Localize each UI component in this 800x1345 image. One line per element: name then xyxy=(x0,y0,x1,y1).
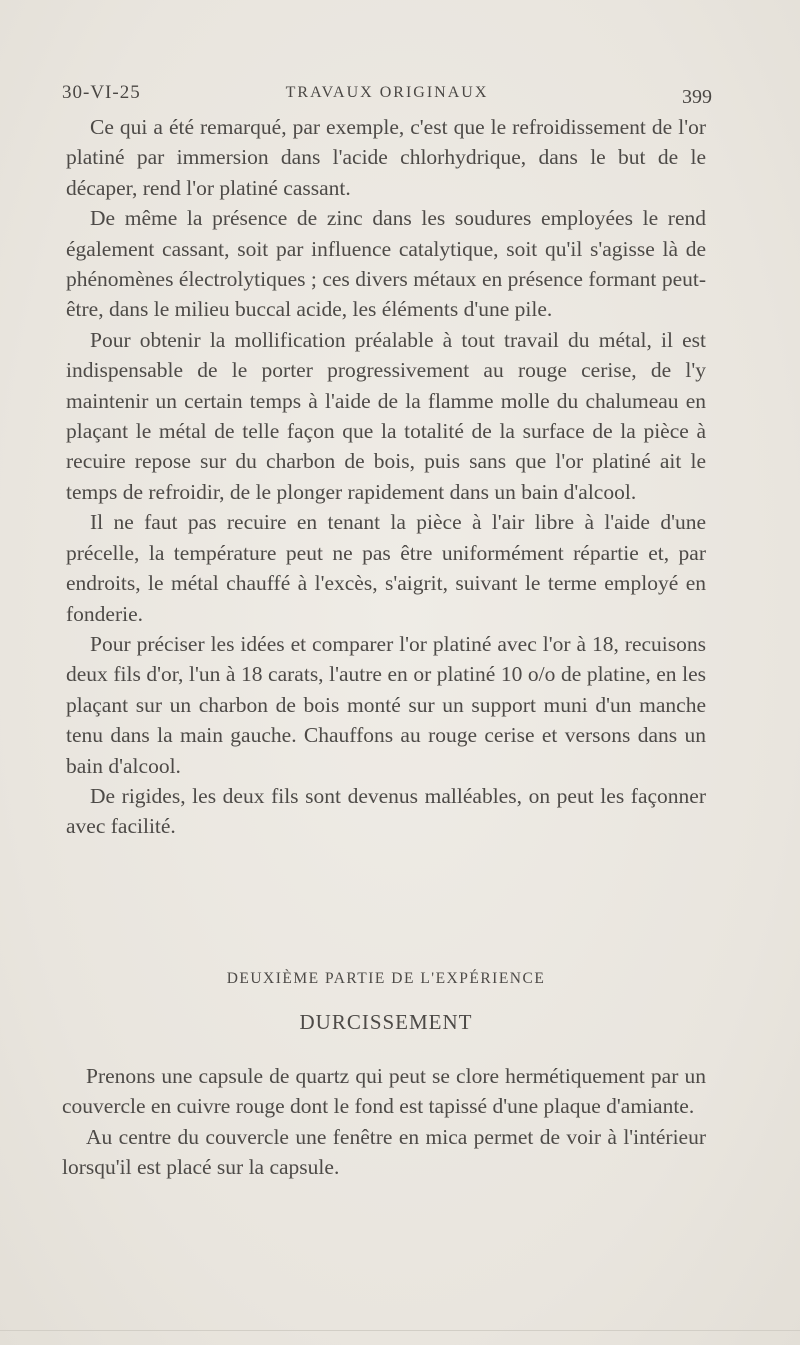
header-title: TRAVAUX ORIGINAUX xyxy=(285,84,489,101)
header-date: 30-VI-25 xyxy=(62,82,141,103)
section-heading: DEUXIÈME PARTIE DE L'EXPÉRIENCE xyxy=(226,970,546,987)
paragraph: Pour préciser les idées et comparer l'or platiné avec l'or à 18, recuisons deux fils d'or, l'un à 18 carats, l'autre en or platiné 10 o/o de platine, en les plaçant sur un charbon de bois monté sur un support muni d'un manche tenu dans la main gauche. Chauffons au rouge cerise et versons dans un bain d'alcool. xyxy=(66,631,706,778)
paragraph: Il ne faut pas recuire en tenant la pièce à l'air libre à l'aide d'une précelle, la température peut ne pas être uniformément répartie et, par endroits, le métal chauffé à l'excès, s'aigrit, suivant le terme employé en fonderie. xyxy=(66,510,706,626)
body-text xyxy=(66,112,706,842)
page-number: 399 xyxy=(682,86,712,108)
page-edge-divider xyxy=(0,1330,800,1331)
section-body-text xyxy=(62,1061,706,1183)
paragraph: De rigides, les deux fils sont devenus malléables, on peut les façonner avec facilité. xyxy=(66,783,706,839)
paragraph: Ce qui a été remarqué, par exemple, c'est que le refroidissement de l'or platiné par immersion dans l'acide chlorhydrique, dans le but de le décaper, rend l'or platiné cassant. xyxy=(66,115,706,200)
running-head xyxy=(62,82,712,112)
paragraph: Au centre du couvercle une fenêtre en mica permet de voir à l'intérieur lorsqu'il est placé sur la capsule. xyxy=(62,1124,706,1180)
paragraph: Pour obtenir la mollification préalable à tout travail du métal, il est indispensable de le porter progressivement au rouge cerise, de l'y maintenir un certain temps à l'aide de la flamme molle du chalumeau en plaçant le métal de telle façon que la totalité de la surface de la pièce à recuire repose sur du charbon de bois, puis sans que l'or platiné ait le temps de refroidir, de le plonger rapidement dans un bain d'alcool. xyxy=(66,327,706,504)
paragraph: De même la présence de zinc dans les soudures employées le rend également cassant, soit par influence catalytique, soit qu'il s'agisse là de phénomènes électrolytiques ; ces divers métaux en présence formant peut-être, dans le milieu buccal acide, les éléments d'une pile. xyxy=(66,206,706,322)
section-title: DURCISSEMENT xyxy=(299,1010,473,1034)
paragraph: Prenons une capsule de quartz qui peut se clore hermétiquement par un couvercle en cuivre rouge dont le fond est tapissé d'une plaque d'amiante. xyxy=(62,1064,706,1119)
